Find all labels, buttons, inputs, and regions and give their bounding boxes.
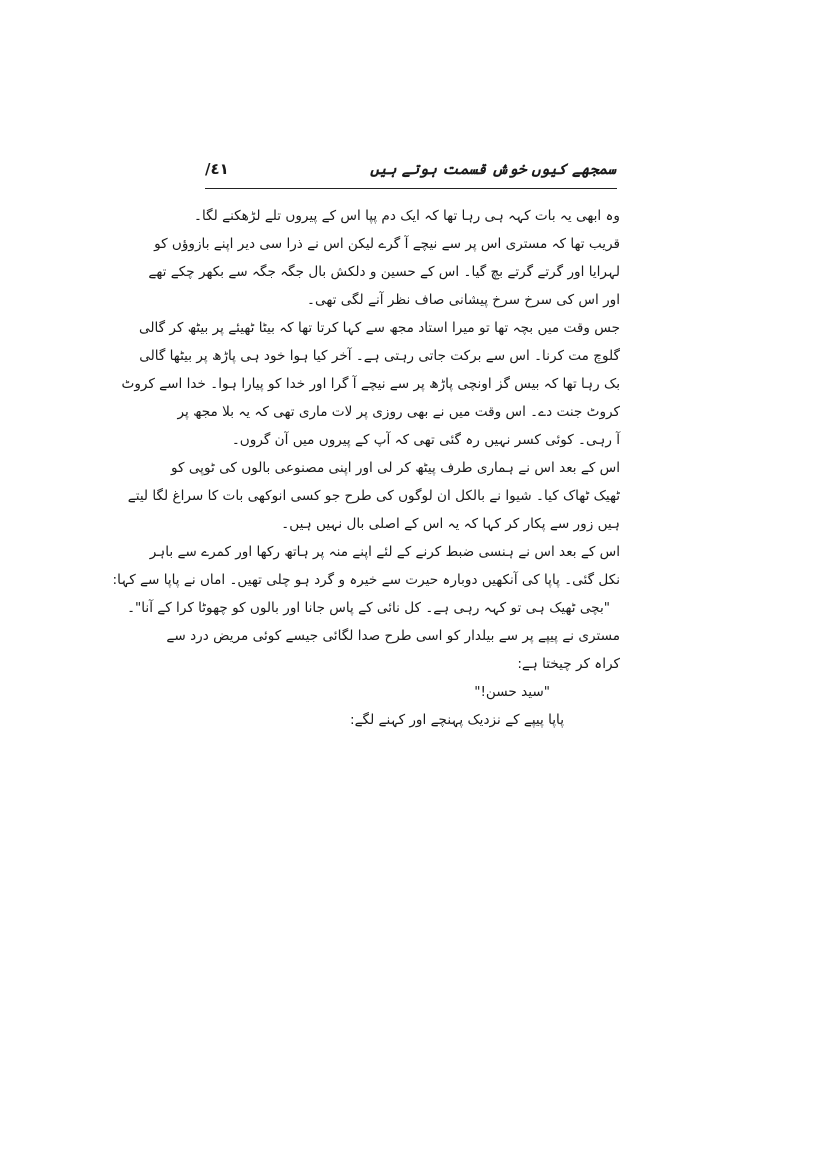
paragraph	[121, 314, 620, 454]
text-line: نکل گئی۔ پاپا کی آنکھیں دوبارہ حیرت سے خیرہ و گرد ہو چلی تھیں۔ اماں نے پاپا سے کہا:	[112, 572, 620, 588]
paragraph	[166, 622, 620, 678]
running-header-title: سمجھے کیوں خوش قسمت ہوتے ہیں	[370, 160, 616, 178]
text-line: ٹھیک ٹھاک کیا۔ شیوا نے بالکل ان لوگوں کی طرح جو کسی انوکھی بات کا سراغ لگا لیتے	[127, 488, 620, 504]
text-line: لہرایا اور گرتے گرتے بچ گیا۔ اس کے حسین و دلکش بال جگہ جگہ سے بکھر چکے تھے	[148, 264, 620, 280]
text-line: بک رہا تھا کہ بیس گز اونچی پاڑھ پر سے نیچے آ گرا اور خدا کو پیارا ہوا۔ خدا اسے کروٹ	[121, 376, 620, 392]
text-line: وہ ابھی یہ بات کہہ ہی رہا تھا کہ ایک دم پپا اس کے پیروں تلے لڑھکنے لگا۔	[194, 208, 620, 224]
text-line: "سید حسن!"	[474, 684, 550, 700]
running-header	[205, 152, 616, 186]
paragraph	[112, 538, 620, 594]
text-line: جس وقت میں بچہ تھا تو میرا استاد مجھ سے کہا کرتا تھا کہ بیٹا ٹھیئے پر بیٹھ کر گالی	[139, 320, 620, 336]
text-line: قریب تھا کہ مستری اس پر سے نیچے آ گرے لیکن اس نے ذرا سی دیر اپنے بازوؤں کو	[154, 236, 620, 252]
paragraph	[127, 454, 620, 538]
text-line: اس کے بعد اس نے ہنسی ضبط کرنے کے لئے اپنے منہ پر ہاتھ رکھا اور کمرے سے باہر	[149, 544, 620, 560]
text-line: مستری نے پیپے پر سے بیلدار کو اسی طرح صدا لگائی جیسے کوئی مریض درد سے	[166, 628, 620, 644]
header-divider	[205, 188, 617, 189]
text-line: "بچی ٹھیک ہی تو کہہ رہی ہے۔ کل نائی کے پاس جانا اور بالوں کو چھوٹا کرا کے آنا"۔	[127, 600, 610, 616]
body-text	[112, 202, 620, 734]
text-line: اور اس کی سرخ سرخ پیشانی صاف نظر آنے لگی تھی۔	[307, 292, 620, 308]
text-line: ہیں زور سے پکار کر کہا کہ یہ اس کے اصلی بال نہیں ہیں۔	[281, 516, 620, 532]
text-line: پاپا پیپے کے نزدیک پہنچے اور کہنے لگے:	[350, 712, 564, 728]
page-number: /٤١	[205, 160, 229, 178]
quoted-name	[200, 678, 620, 706]
quoted-paragraph	[127, 594, 620, 622]
text-line: آ رہی۔ کوئی کسر نہیں رہ گئی تھی کہ آپ کے پیروں میں آن گروں۔	[231, 432, 620, 448]
paragraph	[148, 202, 620, 314]
text-line: کروٹ جنت دے۔ اس وقت میں نے بھی روزی پر لات ماری تھی کہ یہ بلا مجھ پر	[177, 404, 620, 420]
text-line: کراہ کر چیختا ہے:	[517, 656, 620, 672]
text-line: اس کے بعد اس نے ہماری طرف پیٹھ کر لی اور اپنی مصنوعی بالوں کی ٹوپی کو	[171, 460, 620, 476]
paragraph	[200, 706, 620, 734]
text-line: گلوچ مت کرنا۔ اس سے برکت جاتی رہتی ہے۔ آخر کیا ہوا خود ہی پاڑھ پر بیٹھا گالی	[139, 348, 620, 364]
